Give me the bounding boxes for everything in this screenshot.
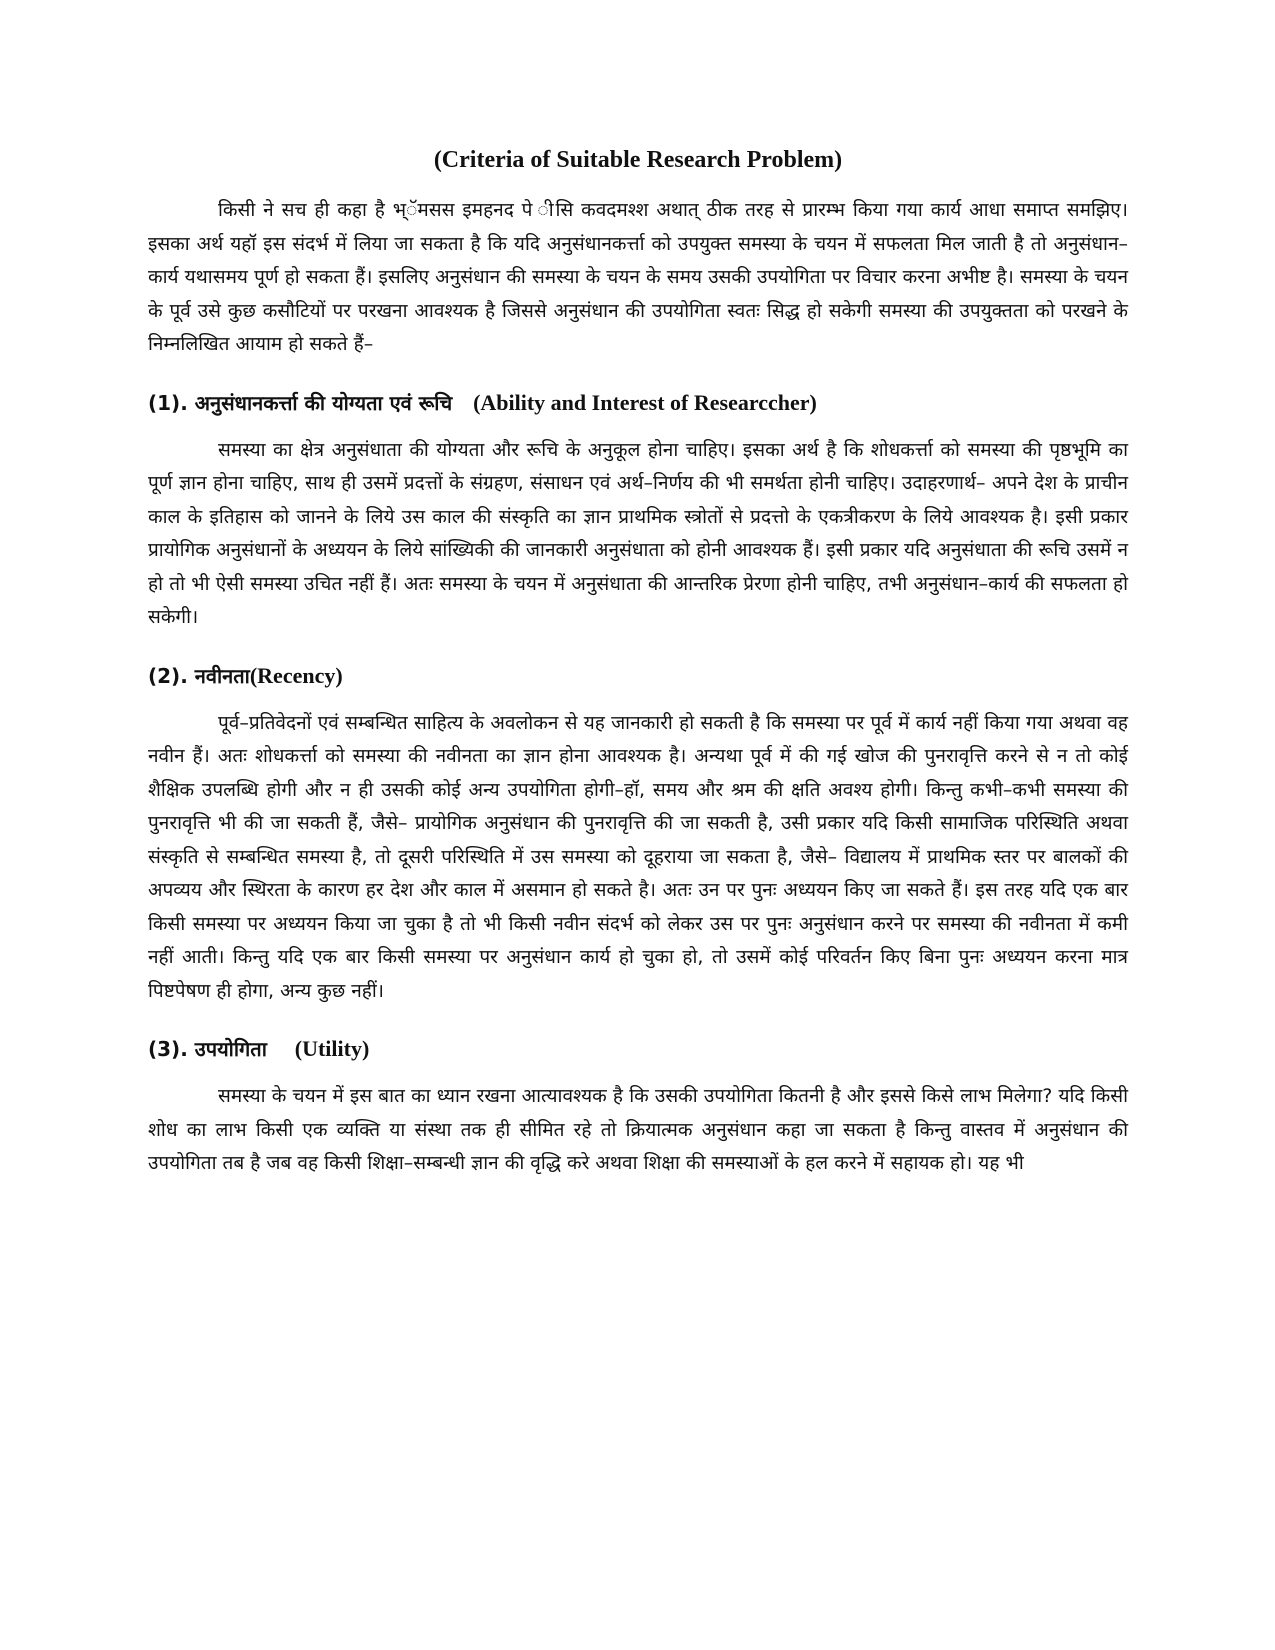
section-heading-ability [148,386,1128,420]
section-heading-hindi: (2). नवीनता [148,663,250,688]
section-body-utility: समस्या के चयन में इस बात का ध्यान रखना आत्यावश्यक है कि उसकी उपयोगिता कितनी है और इससे किसे लाभ मिलेगा? यदि किसी शोध का लाभ किसी एक व्यक्ति या संस्था तक ही सीमित रहे तो क्रियात्मक अनुसंधान कहा जा सकता है किन्तु वास्तव में अनुसंधान की उपयोगिता तब है जब वह किसी शिक्षा–सम्बन्धी ज्ञान की वृद्धि करे अथवा शिक्षा की समस्याओं के हल करने में सहायक हो। यह भी [148,1085,1128,1174]
document-page [148,140,1128,1181]
section-heading-utility [148,1032,1128,1066]
section-heading-hindi: (3). उपयोगिता [148,1037,267,1061]
intro-paragraph: किसी ने सच ही कहा है भ्ॅमसस इमहनद पे ीसि कवदमश्श अथात् ठीक तरह से प्रारम्भ किया गया कार्य आधा समाप्त समझिए। इसका अर्थ यहॉ इस संदर्भ में लिया जा सकता है कि यदि अनुसंधानकर्त्ता को उपयुक्त समस्या के चयन में सफलता मिल जाती है तो अनुसंधान–कार्य यथासमय पूर्ण हो सकता हैं। इसलिए अनुसंधान की समस्या के चयन के समय उसकी उपयोगिता पर विचार करना अभीष्ट है। समस्या के चयन के पूर्व उसे कुछ कसौटियों पर परखना आवश्यक है जिससे अनुसंधान की उपयोगिता स्वतः सिद्ध हो सकेगी समस्या की उपयुक्तता को परखने के निम्नलिखित आयाम हो सकते हैं– [148,199,1128,355]
section-body-recency: पूर्व–प्रतिवेदनों एवं सम्बन्धित साहित्य के अवलोकन से यह जानकारी हो सकती है कि समस्या पर पूर्व में कार्य नहीं किया गया अथवा वह नवीन हैं। अतः शोधकर्त्ता को समस्या की नवीनता का ज्ञान होना आवश्यक है। अन्यथा पूर्व में की गई खोज की पुनरावृत्ति करने से न तो कोई शैक्षिक उपलब्धि होगी और न ही उसकी कोई अन्य उपयोगिता होगी–हॉ, समय और श्रम की क्षति अवश्य होगी। किन्तु कभी–कभी समस्या की पुनरावृत्ति भी की जा सकती हैं, जैसे– प्रायोगिक अनुसंधान की पुनरावृत्ति की जा सकती है, उसी प्रकार यदि किसी सामाजिक परिस्थिति अथवा संस्कृति से सम्बन्धित समस्या है, तो दूसरी परिस्थिति में उस समस्या को दूहराया जा सकता है, जैसे– विद्यालय में प्राथमिक स्तर पर बालकों की अपव्यय और स्थिरता के कारण हर देश और काल में असमान हो सकते है। अतः उन पर पुनः अध्ययन किए जा सकते हैं। इस तरह यदि एक बार किसी समस्या पर अध्ययन किया जा चुका है तो भी किसी नवीन संदर्भ को लेकर उस पर पुनः अनुसंधान करने पर समस्या की नवीनता में कमी नहीं आती। किन्तु यदि एक बार किसी समस्या पर अनुसंधान कार्य हो चुका हो, तो उसमें कोई परिवर्तन किए बिना पुनः अध्ययन करना मात्र पिष्टपेषण ही होगा, अन्य कुछ नहीं। [148,711,1128,1002]
section-heading-english: (Ability and Interest of Researccher) [473,389,817,415]
section-heading-hindi: (1). अनुसंधानकर्त्ता की योग्यता एवं रूचि [148,390,453,415]
section-heading-english: (Utility) [294,1036,370,1061]
document-title: (Criteria of Suitable Research Problem) [433,147,843,173]
section-heading-recency [148,659,1128,693]
section-body-ability: समस्या का क्षेत्र अनुसंधाता की योग्यता और रूचि के अनुकूल होना चाहिए। इसका अर्थ है कि शोधकर्त्ता को समस्या की पृष्ठभूमि का पूर्ण ज्ञान होना चाहिए, साथ ही उसमें प्रदत्तों के संग्रहण, संसाधन एवं अर्थ–निर्णय की भी समर्थता होनी चाहिए। उदाहरणार्थ– अपने देश के प्राचीन काल के इतिहास को जानने के लिये उस काल की संस्कृति का ज्ञान प्राथमिक स्त्रोतों से प्रदत्तो के एकत्रीकरण के लिये आवश्यक है। इसी प्रकार प्रायोगिक अनुसंधानों के अध्ययन के लिये सांख्यिकी की जानकारी अनुसंधाता को होनी आवश्यक हैं। इसी प्रकार यदि अनुसंधाता की रूचि उसमें न हो तो भी ऐसी समस्या उचित नहीं हैं। अतः समस्या के चयन में अनुसंधाता की आन्तरिक प्रेरणा होनी चाहिए, तभी अनुसंधान–कार्य की सफलता हो सकेगी। [148,438,1128,628]
section-heading-english: (Recency) [249,662,343,688]
